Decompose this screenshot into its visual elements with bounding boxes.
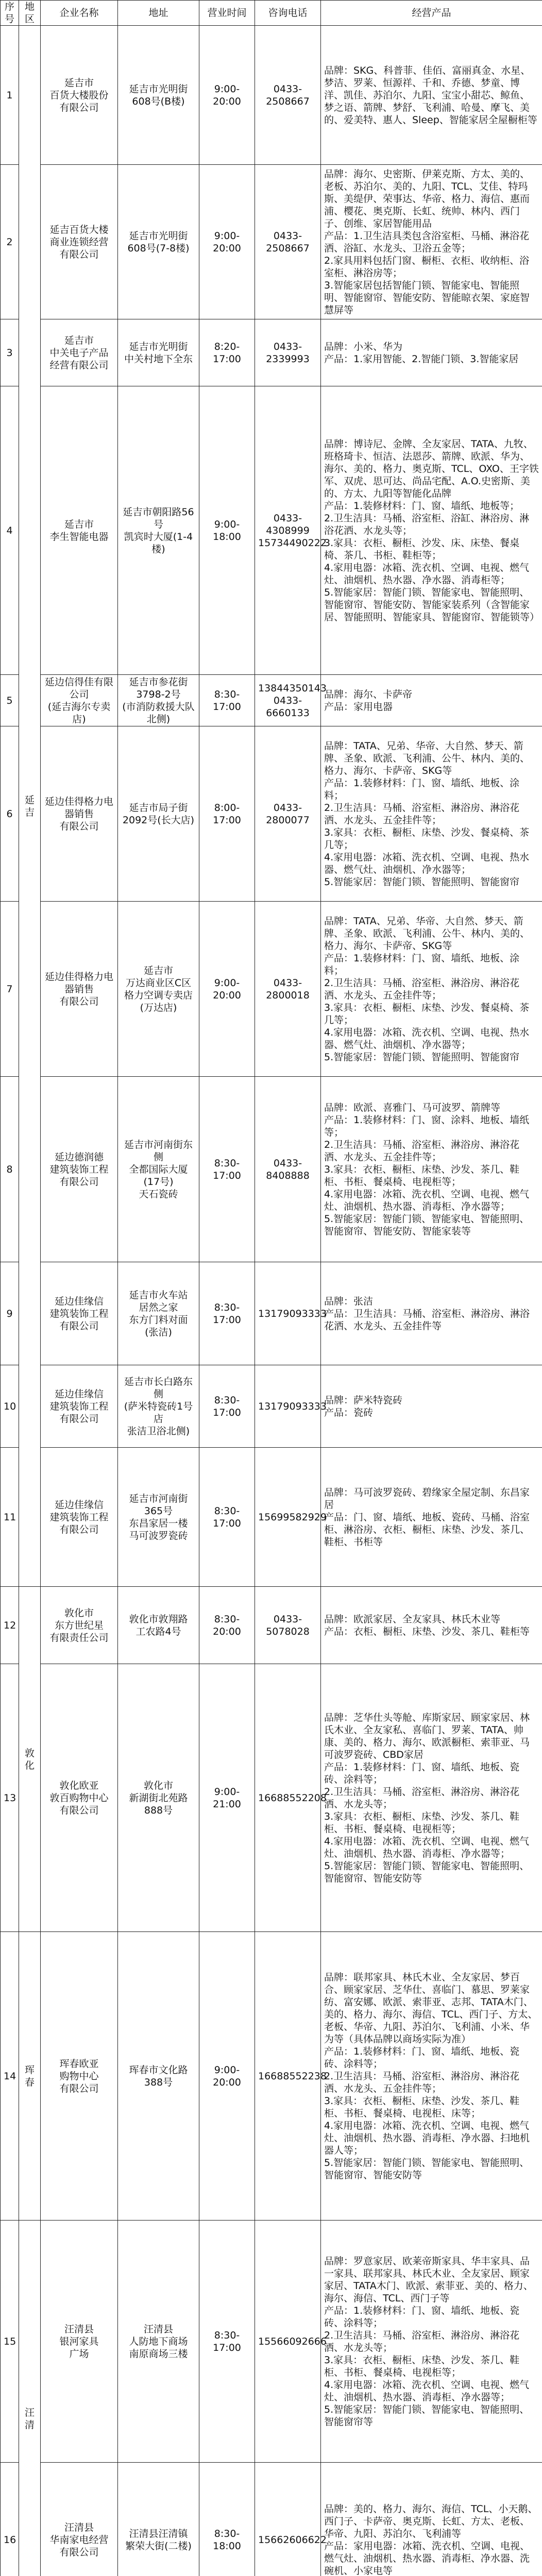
cell-hours: 9:00-21:00 — [199, 1664, 255, 1932]
header-phone: 咨询电话 — [255, 1, 321, 26]
cell-no: 9 — [1, 1262, 19, 1365]
cell-products: 品牌：张洁 产品：卫生洁具：马桶、浴室柜、淋浴房、淋浴花洒、水龙头、五金挂件等 — [321, 1262, 542, 1365]
cell-address: 敦化市敦翔路 工农路4号 — [118, 1587, 199, 1664]
cell-address: 延吉市朝阳路56号 凯宾时大厦(1-4楼) — [118, 386, 199, 675]
cell-products: 品牌：TATA、兄弟、华帝、大自然、梦天、箭牌、圣象、欧派、飞利浦、公牛、林内、美的、格力、海尔、卡萨帝、SKG等 产品：1.装修材料：门、窗、墙纸、地板、涂料； 2.卫生洁具：马桶、浴室柜、淋浴房、淋浴花洒、水龙头、五金挂件等； 3.家具：衣柜、橱柜、床垫、沙发、餐桌椅、茶几等； 4.家用电器：冰箱、洗衣机、空调、电视、热水器、燃气灶、油烟机、净水器等； 5.智能家居：智能门锁、智能照明、智能窗帘 — [321, 726, 542, 902]
cell-company: 延边佳得格力电器销售 有限公司 — [41, 902, 118, 1077]
cell-company: 延边德润德 建筑装饰工程 有限公司 — [41, 1077, 118, 1262]
cell-phone: 16688552208 — [255, 1664, 321, 1932]
cell-company: 汪清县 银河家具 广场 — [41, 2221, 118, 2463]
cell-company: 延吉市 李生智能电器 — [41, 386, 118, 675]
cell-hours: 8:30-17:00 — [199, 1448, 255, 1587]
cell-no: 5 — [1, 675, 19, 726]
cell-phone: 15566092666 — [255, 2221, 321, 2463]
cell-no: 7 — [1, 902, 19, 1077]
table-row — [1, 2463, 542, 2576]
cell-products: 品牌：萨米特瓷砖 产品：瓷砖 — [321, 1365, 542, 1448]
cell-products: 品牌：博诗尼、金牌、全友家居、TATA、九牧、班格琦卡、恒洁、法恩莎、箭牌、欧派、华为、海尔、美的、格力、奥克斯、TCL、OXO、王字铁军、双虎、思可达、尚品宅配、A.O.史密斯、美的、方太、九阳等智能化品牌 产品：1.装修材料：门、窗、墙纸、地板等； 2.卫生洁具：马桶、浴室柜、浴缸、淋浴房、淋浴花洒、水龙头等； 3.家具：衣柜、橱柜、沙发、床、床垫、餐桌椅、茶几、书柜、鞋柜等； 4.家用电器：冰箱、洗衣机、空调、电视、燃气灶、油烟机、热水器、净水器、消毒柜等； 5.智能家居：智能门锁、智能家电、智能照明、智能窗帘、智能安防、智能家装系列（含智能家居、智能照明、智能家具、智能窗帘、智能锁等） — [321, 386, 542, 675]
cell-address: 延吉市光明街 中关村地下全东 — [118, 319, 199, 386]
cell-company: 敦化市 东方世纪星 有限责任公司 — [41, 1587, 118, 1664]
table-row — [1, 902, 542, 1077]
table-row — [1, 1448, 542, 1587]
table-row — [1, 319, 542, 386]
cell-no: 14 — [1, 1932, 19, 2221]
cell-region: 延吉 — [19, 26, 41, 1587]
cell-hours: 9:00-20:00 — [199, 902, 255, 1077]
cell-phone: 0433-2508667 — [255, 26, 321, 165]
table-body — [1, 26, 542, 2576]
cell-phone: 16688552238 — [255, 1932, 321, 2221]
cell-address: 汪清县汪清镇 繁荣大街(二楼) — [118, 2463, 199, 2576]
cell-company: 延吉百货大楼 商业连锁经营 有限公司 — [41, 165, 118, 319]
cell-no: 10 — [1, 1365, 19, 1448]
cell-hours: 8:30-17:00 — [199, 2221, 255, 2463]
cell-company: 汪清县 华南家电经营 有限公司 — [41, 2463, 118, 2576]
cell-company: 延吉市 中关电子产品 经营有限公司 — [41, 319, 118, 386]
cell-products: 品牌：TATA、兄弟、华帝、大自然、梦天、箭牌、圣象、欧派、飞利浦、公牛、林内、美的、格力、海尔、卡萨帝、SKG等 产品：1.装修材料：门、窗、墙纸、地板、涂料； 2.卫生洁具：马桶、浴室柜、淋浴房、淋浴花洒、水龙头、五金挂件等； 3.家具：衣柜、橱柜、床垫、沙发、餐桌椅、茶几等； 4.家用电器：冰箱、洗衣机、空调、电视、热水器、燃气灶、油烟机、净水器等； 5.智能家居：智能门锁、智能照明、智能窗帘 — [321, 902, 542, 1077]
cell-no: 3 — [1, 319, 19, 386]
cell-no: 16 — [1, 2463, 19, 2576]
cell-address: 延吉市长白路东侧 (萨米特瓷砖1号店 张洁卫浴北侧) — [118, 1365, 199, 1448]
cell-address: 延吉市 万达商业区C区 格力空调专卖店 (万达店) — [118, 902, 199, 1077]
cell-company: 延边佳得格力电器销售 有限公司 — [41, 726, 118, 902]
header-row — [1, 1, 542, 26]
cell-company: 敦化欧亚 敦百购物中心 有限公司 — [41, 1664, 118, 1932]
table-row — [1, 675, 542, 726]
cell-phone: 0433-2339993 — [255, 319, 321, 386]
cell-phone: 13844350143 0433-6660133 — [255, 675, 321, 726]
cell-hours: 8:20-17:00 — [199, 319, 255, 386]
cell-hours: 9:00-20:00 — [199, 1932, 255, 2221]
cell-address: 延吉市参花街 3798-2号 (市消防救援大队北侧) — [118, 675, 199, 726]
cell-company: 延边信得佳有限公司 (延吉海尔专卖店) — [41, 675, 118, 726]
table-row — [1, 26, 542, 165]
cell-company: 珲春欧亚 购物中心 有限公司 — [41, 1932, 118, 2221]
cell-address: 延吉市火车站 居然之家 东方门料对面 (张洁) — [118, 1262, 199, 1365]
cell-region: 敦化 — [19, 1587, 41, 1932]
header-company: 企业名称 — [41, 1, 118, 26]
cell-hours: 8:00-17:00 — [199, 726, 255, 902]
cell-phone: 15699582929 — [255, 1448, 321, 1587]
cell-no: 15 — [1, 2221, 19, 2463]
cell-products: 品牌：芝华仕头等舱、库斯家居、顾家家居、林氏木业、全友家私、喜临门、罗莱、TATA、帅康、美的、格力、海尔、欧派橱柜、索菲亚、马可波罗瓷砖、CBD家居 产品：1.装修材料：门、窗、墙纸、地板、瓷砖、涂料等； 2.卫生洁具：马桶、浴室柜、淋浴房、淋浴花洒、水龙头等； 3.家具：衣柜、橱柜、床垫、沙发、茶几、鞋柜、书柜、餐桌椅、电视柜等； 4.家用电器：冰箱、洗衣机、空调、电视、燃气灶、油烟机、热水器、消毒柜、净水器等； 5.智能家居：智能门锁、智能家电、智能照明、智能窗帘、智能安防等 — [321, 1664, 542, 1932]
cell-region: 珲春 — [19, 1932, 41, 2221]
cell-hours: 8:30-17:00 — [199, 1262, 255, 1365]
cell-hours: 8:30-18:00 — [199, 2463, 255, 2576]
cell-products: 品牌：马可波罗瓷砖、碧缘家全屋定制、东昌家居 产品：门、窗、墙纸、地板、瓷砖、马桶、浴室柜、淋浴房、衣柜、橱柜、床垫、沙发、茶几、鞋柜、书柜等 — [321, 1448, 542, 1587]
cell-no: 4 — [1, 386, 19, 675]
cell-hours: 9:00-18:00 — [199, 386, 255, 675]
header-no: 序号 — [1, 1, 19, 26]
cell-phone: 0433-4308999 15734490222 — [255, 386, 321, 675]
header-region: 地区 — [19, 1, 41, 26]
cell-company: 延边佳缘信 建筑装饰工程 有限公司 — [41, 1365, 118, 1448]
cell-phone: 0433-2800018 — [255, 902, 321, 1077]
cell-hours: 9:00-20:00 — [199, 26, 255, 165]
cell-no: 8 — [1, 1077, 19, 1262]
table-row — [1, 1664, 542, 1932]
cell-phone: 0433-2800077 — [255, 726, 321, 902]
cell-hours: 8:30-17:00 — [199, 1365, 255, 1448]
cell-address: 汪清县 人防地下商场 南原商场三楼 — [118, 2221, 199, 2463]
cell-products: 品牌：SKG、科普菲、佳佰、富丽真金、水星、梦洁、罗莱、恒源祥、千和、乔德、梦童、博洋、凯佳、苏泊尔、九阳、宝宝小甜芯、鲸鱼、梦之语、箭牌、梦舒、飞利浦、哈曼、摩飞、美的、爱美特、惠人、Sleep、智能家居全屋橱柜等 — [321, 26, 542, 165]
table-row — [1, 1365, 542, 1448]
table-row — [1, 1262, 542, 1365]
cell-address: 延吉市河南街365号 东昌家居一楼 马可波罗瓷砖 — [118, 1448, 199, 1587]
cell-address: 延吉市局子街 2092号(长大店) — [118, 726, 199, 902]
cell-hours: 8:30-17:00 — [199, 1077, 255, 1262]
cell-no: 12 — [1, 1587, 19, 1664]
cell-address: 敦化市 新湖街北苑路 888号 — [118, 1664, 199, 1932]
cell-no: 13 — [1, 1664, 19, 1932]
cell-phone: 13179093333 — [255, 1365, 321, 1448]
table-row — [1, 2221, 542, 2463]
cell-region: 汪清 — [19, 2221, 41, 2576]
cell-address: 延吉市河南街东侧 全都国际大厦 (17号) 天石瓷砖 — [118, 1077, 199, 1262]
table-row — [1, 1932, 542, 2221]
cell-phone: 0433-2508667 — [255, 165, 321, 319]
header-products: 经营产品 — [321, 1, 542, 26]
table-row — [1, 726, 542, 902]
cell-products: 品牌：小米、华为 产品：1.家用智能、2.智能门锁、3.智能家居 — [321, 319, 542, 386]
cell-address: 延吉市光明街 608号(7-8楼) — [118, 165, 199, 319]
cell-products: 品牌：联邦家具、林氏木业、全友家居、梦百合、顾家家居、芝华仕、喜临门、慕思、罗莱家纺、富安娜、欧派、索菲亚、志邦、TATA木门、美的、格力、海尔、海信、TCL、西门子、方太、老板、华帝、九阳、苏泊尔、飞利浦、小米、华为等（具体品牌以商场实际为准） 产品：1.装修材料：门、窗、墙纸、地板、瓷砖、涂料等； 2.卫生洁具：马桶、浴室柜、淋浴房、淋浴花洒、水龙头、五金挂件等； 3.家具：衣柜、橱柜、床垫、沙发、茶几、鞋柜、书柜、餐桌椅、电视柜、床等； 4.家用电器：冰箱、洗衣机、空调、电视、燃气灶、油烟机、热水器、消毒柜、净水器、扫地机器人等； 5.智能家居：智能门锁、智能家电、智能照明、智能窗帘、智能安防等 — [321, 1932, 542, 2221]
cell-hours: 8:30-17:00 — [199, 675, 255, 726]
cell-no: 6 — [1, 726, 19, 902]
cell-products: 品牌：欧派、喜雅门、马可波罗、箭牌等 产品：1.装修材料：门、窗、涂料、地板、墙纸等； 2.卫生洁具：马桶、浴室柜、淋浴房、淋浴花洒、水龙头、五金挂件等； 3.家具：衣柜、橱柜、床垫、沙发、茶几、鞋柜、书柜、餐桌椅、电视柜等； 4.家用电器：冰箱、洗衣机、空调、电视、燃气灶、油烟机、热水器、消毒柜、净水器等； 5.智能家居：智能门锁、智能家电、智能照明、智能窗帘、智能安防、智能家装等 — [321, 1077, 542, 1262]
cell-no: 11 — [1, 1448, 19, 1587]
cell-no: 2 — [1, 165, 19, 319]
cell-phone: 15662606622 — [255, 2463, 321, 2576]
cell-company: 延边佳缘信 建筑装饰工程 有限公司 — [41, 1262, 118, 1365]
cell-products: 品牌：海尔、史密斯、伊莱克斯、方太、美的、老板、苏泊尔、美的、九阳、TCL、艾佳、特玛斯、美缇伊、荣事达、华帝、格力、海信、惠而浦、樱花、奥克斯、长虹、统帅、林内、西门子、创维、家居智能用品 产品：1.卫生洁具类包含浴室柜、马桶、淋浴花洒、浴缸、水龙头、卫浴五金等； 2.家具用料包括门窗、橱柜、衣柜、收纳柜、浴室柜、淋浴房等； 3.智能家居包括智能门锁、智能家电、智能照明、智能窗帘、智能安防、智能晾衣架、家庭智慧屏等 — [321, 165, 542, 319]
cell-address: 延吉市光明街 608号(B楼) — [118, 26, 199, 165]
header-hours: 营业时间 — [199, 1, 255, 26]
cell-products: 品牌：欧派家居、全友家具、林氏木业等 产品：衣柜、橱柜、床垫、沙发、茶几、鞋柜等 — [321, 1587, 542, 1664]
cell-phone: 13179093333 — [255, 1262, 321, 1365]
cell-hours: 9:00-20:00 — [199, 165, 255, 319]
cell-company: 延吉市 百货大楼股份 有限公司 — [41, 26, 118, 165]
cell-products: 品牌：美的、格力、海尔、海信、TCL、小天鹅、西门子、卡萨帝、奥克斯、长虹、方太、老板、华帝、九阳、苏泊尔、飞利浦等 产品：家用电器：冰箱、洗衣机、空调、电视、燃气灶、油烟机、热水器、消毒柜、净水器、洗碗机、小家电等 — [321, 2463, 542, 2576]
cell-products: 品牌：海尔、卡萨帝 产品：家用电器 — [321, 675, 542, 726]
table-row — [1, 165, 542, 319]
table-row — [1, 1077, 542, 1262]
cell-company: 延边佳缘信 建筑装饰工程 有限公司 — [41, 1448, 118, 1587]
table-row — [1, 386, 542, 675]
cell-address: 珲春市文化路 388号 — [118, 1932, 199, 2221]
cell-no: 1 — [1, 26, 19, 165]
header-address: 地址 — [118, 1, 199, 26]
cell-phone: 0433-8408888 — [255, 1077, 321, 1262]
cell-products: 品牌：罗意家居、欧莱帝斯家具、华丰家具、品一家具、联邦家具、林氏木业、全友家居、顾家家居、TATA木门、欧派、索菲亚、美的、格力、海尔、海信、TCL、西门子等 产品：1.装修材料：门、窗、墙纸、地板、瓷砖、涂料等； 2.卫生洁具：马桶、浴室柜、淋浴房、淋浴花洒、水龙头等； 3.家具：衣柜、橱柜、床垫、沙发、茶几、鞋柜、书柜、餐桌椅、电视柜等； 4.家用电器：冰箱、洗衣机、空调、电视、燃气灶、油烟机、热水器、消毒柜、净水器等； 5.智能家居：智能门锁、智能家电、智能照明、智能窗帘等 — [321, 2221, 542, 2463]
cell-hours: 8:30-20:00 — [199, 1587, 255, 1664]
cell-phone: 0433-5078028 — [255, 1587, 321, 1664]
table-row — [1, 1587, 542, 1664]
